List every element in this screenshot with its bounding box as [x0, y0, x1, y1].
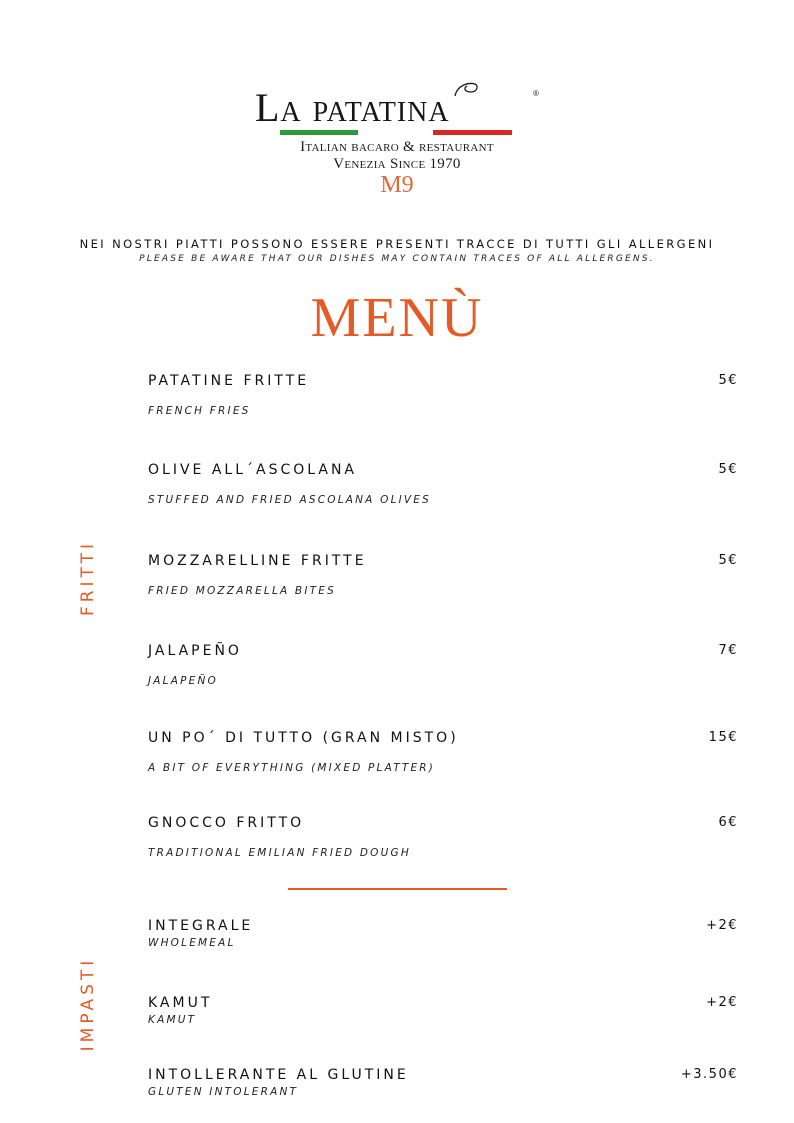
- item-name: KAMUT: [148, 995, 213, 1011]
- flag-green-bar: [280, 130, 358, 135]
- menu-item: [148, 995, 738, 1031]
- menu-item: [148, 643, 738, 693]
- item-description: TRADITIONAL EMILIAN FRIED DOUGH: [148, 847, 411, 859]
- section-label-impasti: IMPASTI: [78, 956, 98, 1052]
- menu-title: MENÙ: [310, 287, 484, 349]
- item-price: 15€: [708, 730, 738, 745]
- tagline-primary: Italian bacaro & restaurant: [300, 139, 494, 155]
- item-price: 5€: [718, 462, 738, 477]
- item-name: GNOCCO FRITTO: [148, 815, 305, 831]
- item-name: INTEGRALE: [148, 918, 254, 934]
- item-name: OLIVE ALL´ASCOLANA: [148, 462, 358, 478]
- menu-item: [148, 730, 738, 780]
- menu-item: [148, 553, 738, 603]
- item-description: A BIT OF EVERYTHING (MIXED PLATTER): [148, 762, 436, 774]
- menu-item: [148, 462, 738, 512]
- menu-item: [148, 815, 738, 865]
- item-description: JALAPEÑO: [148, 675, 218, 687]
- brand-name: La patatina: [255, 85, 450, 130]
- tagline-secondary: Venezia Since 1970: [333, 156, 461, 172]
- item-name: INTOLLERANTE AL GLUTINE: [148, 1067, 409, 1083]
- allergen-notice-it: NEI NOSTRI PIATTI POSSONO ESSERE PRESENTI TRACCE DI TUTTI GLI ALLERGENI: [79, 237, 715, 251]
- item-price: +3.50€: [680, 1067, 738, 1082]
- registered-mark: ®: [533, 89, 539, 98]
- flag-red-bar: [433, 130, 512, 135]
- item-price: +2€: [706, 995, 738, 1010]
- item-name: UN PO´ DI TUTTO (GRAN MISTO): [148, 730, 459, 746]
- item-description: WHOLEMEAL: [148, 937, 236, 949]
- menu-item: [148, 918, 738, 954]
- item-price: 6€: [718, 815, 738, 830]
- item-description: STUFFED AND FRIED ASCOLANA OLIVES: [148, 494, 431, 506]
- item-price: +2€: [706, 918, 738, 933]
- item-price: 5€: [718, 553, 738, 568]
- item-description: GLUTEN INTOLERANT: [148, 1086, 299, 1098]
- item-description: KAMUT: [148, 1014, 197, 1026]
- potato-chip-icon: [451, 80, 481, 100]
- item-price: 7€: [718, 643, 738, 658]
- item-description: FRENCH FRIES: [148, 405, 251, 417]
- item-name: JALAPEÑO: [148, 643, 242, 659]
- allergen-notice-en: PLEASE BE AWARE THAT OUR DISHES MAY CONTAIN TRACES OF ALL ALLERGENS.: [139, 254, 655, 264]
- location-mark: M9: [380, 172, 414, 198]
- menu-item: [148, 373, 738, 423]
- item-price: 5€: [718, 373, 738, 388]
- item-name: PATATINE FRITTE: [148, 373, 310, 389]
- brand-logo: [255, 80, 545, 132]
- menu-item: [148, 1067, 738, 1103]
- section-divider: [288, 888, 507, 890]
- item-name: MOZZARELLINE FRITTE: [148, 553, 367, 569]
- item-description: FRIED MOZZARELLA BITES: [148, 585, 336, 597]
- section-label-fritti: FRITTI: [78, 539, 98, 617]
